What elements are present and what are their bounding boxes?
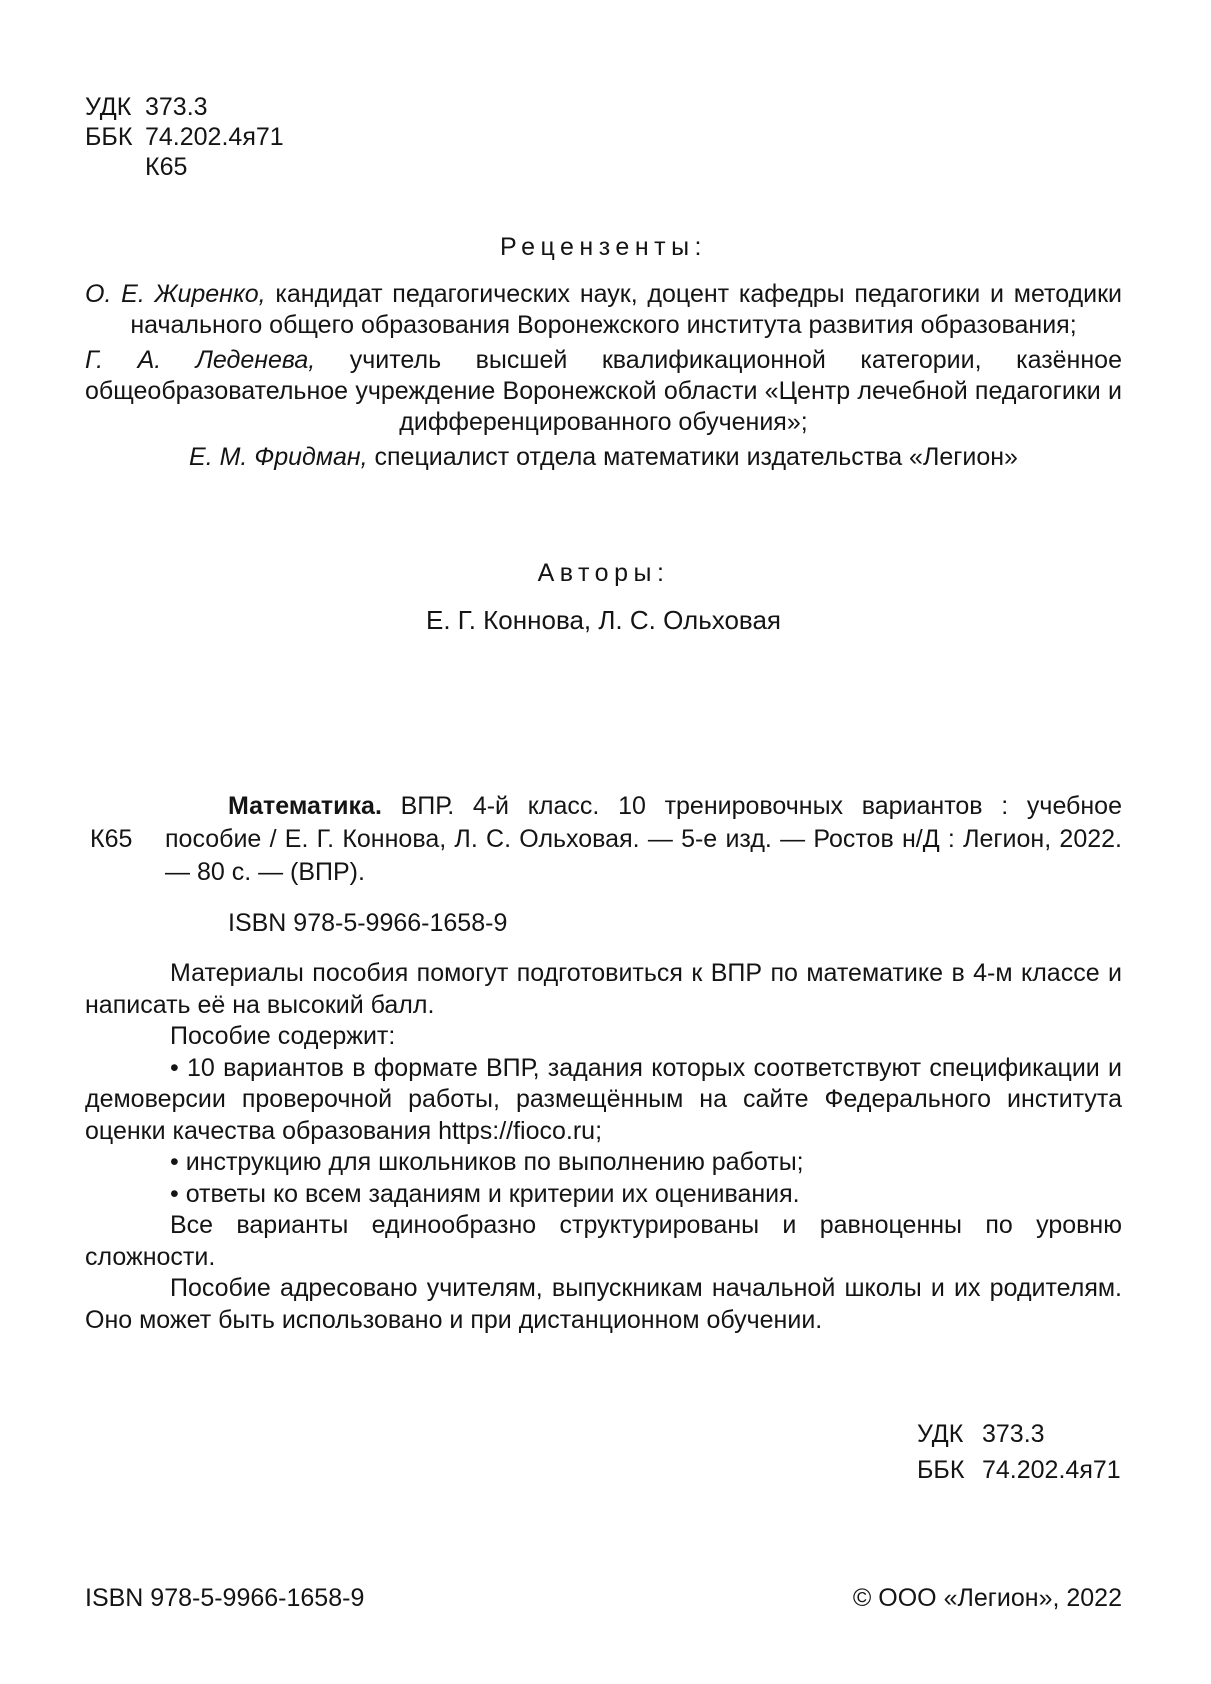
udk-value: 373.3 bbox=[145, 93, 208, 121]
footer-isbn: ISBN 978-5-9966-1658-9 bbox=[85, 1584, 365, 1612]
book-title: Математика. bbox=[228, 792, 382, 820]
reviewer-description: учитель высшей квалификационной категории, казённое общеобразовательное учреждение Воронежской области «Центр лечебной педагогики и дифференцированного обучения»; bbox=[85, 346, 1122, 436]
page-footer bbox=[85, 1583, 1122, 1614]
reviewer-item bbox=[85, 442, 1122, 473]
annotation-paragraph: • ответы ко всем заданиям и критерии их оценивания. bbox=[170, 1179, 800, 1208]
author-sign-top: К65 bbox=[145, 153, 188, 181]
bottom-classification-codes bbox=[917, 1416, 1121, 1488]
bbk-value: 74.202.4я71 bbox=[982, 1456, 1121, 1484]
bbk-line-bottom bbox=[917, 1452, 1121, 1488]
bbk-line bbox=[85, 122, 284, 152]
bbk-label: ББК bbox=[85, 123, 133, 151]
author-names: Е. Г. Коннова, Л. С. Ольховая bbox=[426, 605, 781, 635]
udk-line-bottom bbox=[917, 1416, 1121, 1452]
reviewer-description: кандидат педагогических наук, доцент кафедры педагогики и методики начального общего образования Воронежского института развития образования; bbox=[130, 280, 1122, 339]
reviewer-description: специалист отдела математики издательства «Легион» bbox=[367, 443, 1018, 471]
authors-section bbox=[85, 558, 1122, 636]
bbk-value: 74.202.4я71 bbox=[145, 123, 284, 151]
annotation-paragraph: Все варианты единообразно структурированы и равноценны по уровню сложности. bbox=[85, 1211, 1122, 1271]
top-classification-codes bbox=[85, 92, 284, 182]
reviewer-item bbox=[85, 279, 1122, 341]
bibliographic-record bbox=[90, 790, 1122, 889]
annotation-paragraph: Пособие адресовано учителям, выпускникам начальной школы и их родителям. Оно может быть использовано и при дистанционном обучении. bbox=[85, 1274, 1122, 1334]
reviewer-name: Е. М. Фридман, bbox=[189, 443, 368, 471]
reviewers-heading: Рецензенты: bbox=[500, 233, 707, 261]
isbn-number: ISBN 978-5-9966-1658-9 bbox=[228, 909, 508, 937]
reviewer-name: Г. А. Леденева, bbox=[85, 346, 316, 374]
author-sign-bib: К65 bbox=[90, 825, 133, 853]
udk-label: УДК bbox=[917, 1420, 964, 1448]
reviewer-name: О. Е. Жиренко, bbox=[85, 280, 266, 308]
udk-value: 373.3 bbox=[982, 1420, 1045, 1448]
authors-heading: Авторы: bbox=[537, 559, 670, 587]
annotation-section bbox=[85, 958, 1122, 1336]
annotation-paragraph: • инструкцию для школьников по выполнению работы; bbox=[170, 1148, 804, 1176]
udk-label: УДК bbox=[85, 93, 132, 121]
reviewer-item bbox=[85, 345, 1122, 438]
reviewers-section bbox=[85, 232, 1122, 477]
udk-line bbox=[85, 92, 284, 122]
bibliographic-text bbox=[165, 790, 1122, 889]
annotation-paragraph: Пособие содержит: bbox=[170, 1022, 396, 1050]
book-description: ВПР. 4-й класс. 10 тренировочных вариантов : учебное пособие / Е. Г. Коннова, Л. С. Ольховая. — 5-е изд. — Ростов н/Д : Легион, 2022. — 80 с. — (ВПР). bbox=[165, 792, 1122, 886]
bbk-label: ББК bbox=[917, 1456, 965, 1484]
footer-copyright: © ООО «Легион», 2022 bbox=[852, 1584, 1122, 1612]
annotation-paragraph: Материалы пособия помогут подготовиться к ВПР по математике в 4-м классе и написать её на высокий балл. bbox=[85, 959, 1122, 1019]
annotation-paragraph: • 10 вариантов в формате ВПР, задания которых соответствуют спецификации и демоверсии проверочной работы, размещённым на сайте Федерального института оценки качества образования https://fioco.ru; bbox=[85, 1053, 1122, 1145]
